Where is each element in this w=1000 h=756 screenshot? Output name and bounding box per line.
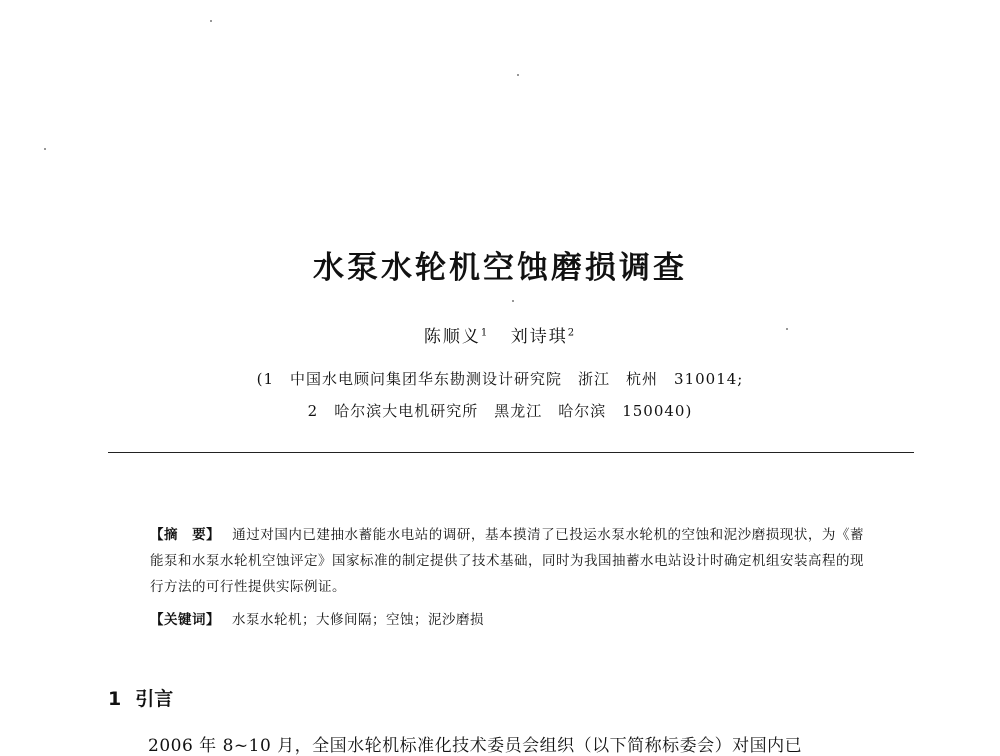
- author: [511, 327, 576, 347]
- header-divider: [108, 452, 914, 453]
- author-name: 刘诗琪: [510, 327, 568, 347]
- scan-speck: [210, 20, 212, 22]
- keywords: [150, 608, 864, 628]
- author-affiliation-mark: 1: [480, 327, 490, 339]
- section-number: 1: [108, 688, 122, 710]
- affiliation-line-1: (1 中国水电顾问集团华东勘测设计研究院 浙江 杭州 310014;: [256, 370, 744, 388]
- author-name: 陈顺义: [423, 327, 481, 347]
- section-title: 引言: [135, 688, 174, 710]
- author-line: [0, 322, 1000, 347]
- affiliation-line-2: 2 哈尔滨大电机研究所 黑龙江 哈尔滨 150040): [307, 402, 693, 420]
- abstract-label: 【摘 要】: [150, 527, 221, 543]
- keywords-text: 水泵水轮机；大修间隔；空蚀；泥沙磨损: [232, 612, 484, 628]
- scan-speck: [517, 74, 519, 76]
- author-affiliation-mark: 2: [567, 327, 577, 339]
- abstract-text: 通过对国内已建抽水蓄能水电站的调研，基本摸清了已投运水泵水轮机的空蚀和泥沙磨损现状，为《蓄能泵和水泵水轮机空蚀评定》国家标准的制定提供了技术基础，同时为我国抽蓄水电站设计时确定机组安装高程的现行方法的可行性提供实际例证。: [150, 527, 865, 595]
- author: [424, 327, 489, 347]
- section-heading: [108, 684, 173, 711]
- scan-speck: [44, 148, 46, 150]
- keywords-label: 【关键词】: [150, 612, 220, 628]
- body-paragraph: 2006 年 8~10 月，全国水轮机标准化技术委员会组织（以下简称标委会）对国内已: [148, 736, 803, 756]
- abstract: [150, 522, 864, 600]
- paper-title: 水泵水轮机空蚀磨损调查: [313, 250, 687, 286]
- scan-speck: [512, 300, 514, 302]
